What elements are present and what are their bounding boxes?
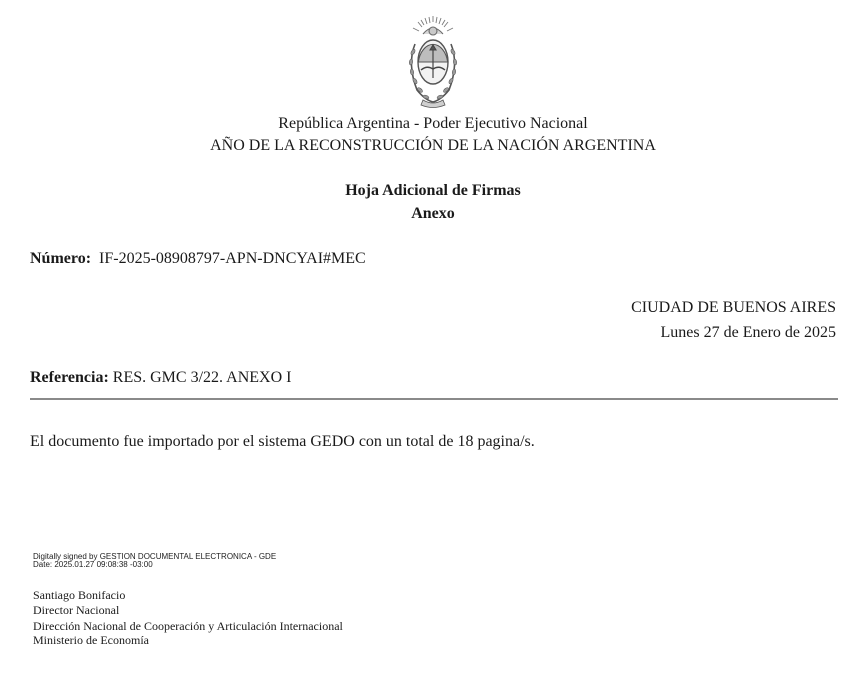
document-number (30, 250, 366, 268)
document-number-label: Número: (30, 250, 92, 267)
document-title: Hoja Adicional de Firmas (345, 182, 521, 199)
header-year-motto: AÑO DE LA RECONSTRUCCIÓN DE LA NACIÓN ARGENTINA (210, 137, 656, 154)
reference (30, 369, 291, 387)
document-date: Lunes 27 de Enero de 2025 (660, 324, 836, 341)
coat-of-arms-seal (401, 14, 465, 110)
signer-name: Santiago Bonifacio (33, 588, 126, 602)
document-number-value: IF-2025-08908797-APN-DNCYAI#MEC (99, 250, 366, 267)
reference-label: Referencia: (30, 369, 109, 386)
header-country-line: República Argentina - Poder Ejecutivo Nacional (278, 115, 588, 132)
digital-signature-date: Date: 2025.01.27 09:08:38 -03:00 (33, 560, 153, 569)
digital-signature-line: Digitally signed by GESTION DOCUMENTAL ELECTRONICA - GDE (33, 552, 277, 561)
city: CIUDAD DE BUENOS AIRES (631, 299, 836, 316)
body-text: El documento fue importado por el sistema GEDO con un total de 18 pagina/s. (30, 433, 535, 450)
divider (30, 398, 838, 400)
document-subtitle: Anexo (411, 205, 455, 222)
reference-value: RES. GMC 3/22. ANEXO I (112, 369, 292, 386)
signer-position: Director Nacional (33, 603, 120, 617)
signer-department: Dirección Nacional de Cooperación y Articulación Internacional (33, 619, 343, 633)
signer-ministry: Ministerio de Economía (33, 633, 149, 647)
